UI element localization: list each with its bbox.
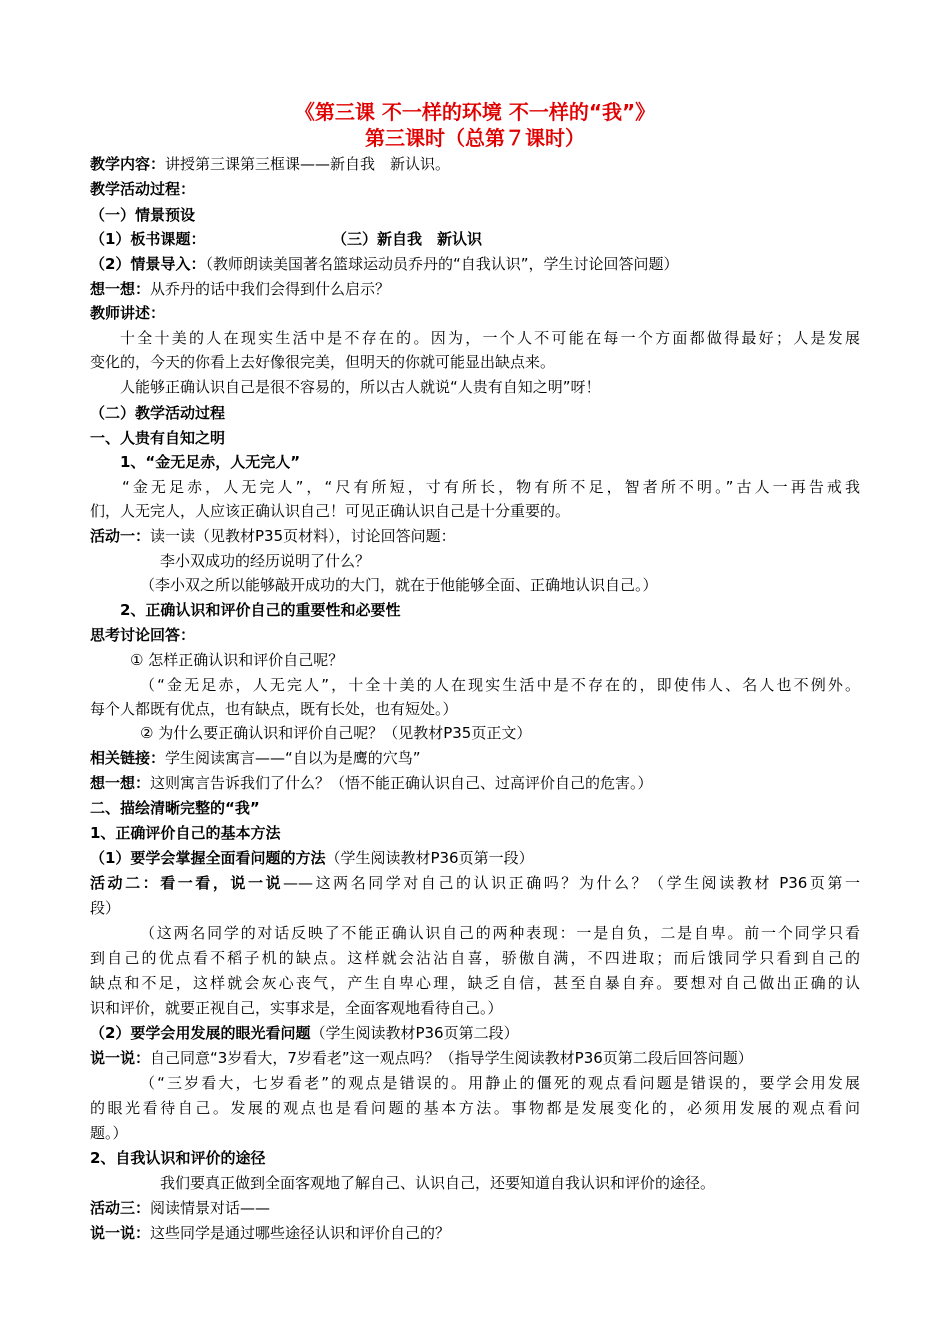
text-line (90, 1046, 860, 1070)
line-text: （学生阅读教材P36页第二段） (310, 1024, 519, 1042)
line-text: （教师朗读美国著名篮球运动员乔丹的“自我认识”，学生讨论回答问题） (205, 255, 679, 273)
text-line (90, 426, 860, 450)
text-line (90, 796, 860, 820)
text-line (90, 1121, 860, 1145)
text-line (90, 1196, 860, 1220)
text-line (90, 1021, 860, 1045)
text-line (90, 227, 860, 251)
line-text: 李小双成功的经历说明了什么？ (160, 552, 371, 570)
bold-label: 思考讨论回答： (90, 626, 196, 644)
text-line (90, 846, 860, 870)
text-line (90, 252, 860, 276)
text-line (90, 946, 860, 970)
bold-label: 想一想： (90, 280, 151, 298)
text-line (90, 401, 860, 425)
text-line (90, 277, 860, 301)
bold-label: 教师讲述： (90, 304, 166, 322)
text-line (120, 326, 860, 350)
text-line (140, 573, 860, 597)
text-line (120, 375, 860, 399)
text-line (90, 152, 860, 176)
line-text: ——这两名同学对自己的认识正确吗？为什么？（学生阅读教材 P36页第一 (283, 874, 860, 892)
line-text: 讲授第三课第三框课——新自我 新认识。 (165, 155, 451, 173)
text-line (140, 721, 860, 745)
lesson-subtitle: 第三课时（总第７课时） (365, 126, 585, 150)
bold-label: 教学内容： (90, 155, 166, 173)
text-line (90, 1096, 860, 1120)
bold-label: （1）板书课题： (90, 230, 206, 248)
line-text: 变化的，今天的你看上去好像很完美，但明天的你就可能显出缺点来。 (90, 353, 556, 371)
line-text: 学生阅读寓言——“自以为是鹰的穴鸟” (165, 749, 421, 767)
bold-label: 想一想： (90, 774, 151, 792)
line-text: 读一读（见教材P35页材料），讨论回答问题： (150, 527, 456, 545)
line-text: 们，人无完人，人应该正确认识自己！可见正确认识自己是十分重要的。 (90, 502, 571, 520)
bold-label: （2）要学会用发展的眼光看问题 (90, 1024, 311, 1042)
text-line (90, 896, 860, 920)
text-line (90, 697, 860, 721)
bold-label: 相关链接： (90, 749, 166, 767)
line-text: （学生阅读教材P36页第一段） (325, 849, 534, 867)
line-text: 的眼光看待自己。发展的观点也是看问题的基本方法。事物都是发展变化的，必须用发展的观点看问 (90, 1099, 860, 1117)
text-line (120, 450, 860, 474)
text-line (120, 598, 860, 622)
line-text: ① 怎样正确认识和评价自己呢？ (130, 651, 344, 669)
text-line (90, 301, 860, 325)
bold-label: （一）情景预设 (90, 206, 196, 224)
line-text: “金无足赤，人无完人”，“尺有所短，寸有所长，物有所不足，智者所不明。”古人一再告戒我 (122, 478, 860, 496)
line-text: 我们要真正做到全面客观地了解自己、认识自己，还要知道自我认识和评价的途径。 (160, 1174, 716, 1192)
bold-label: 活动二：看一看，说一说 (90, 874, 284, 892)
line-text: （李小双之所以能够敲开成功的大门，就在于他能够全面、正确地认识自己。） (140, 576, 658, 594)
text-line (90, 1146, 860, 1170)
text-line (90, 746, 860, 770)
text-line (90, 1221, 860, 1245)
text-line (90, 177, 860, 201)
line-text: 段） (90, 899, 121, 917)
text-line (90, 350, 860, 374)
bold-label: 二、描绘清晰完整的“我” (90, 799, 260, 817)
text-line (160, 549, 860, 573)
text-line (90, 623, 860, 647)
line-text: 十全十美的人在现实生活中是不存在的。因为，一个人不可能在每一个方面都做得最好；人是发展 (120, 329, 860, 347)
text-line (90, 771, 860, 795)
line-text: 这些同学是通过哪些途径认识和评价自己的？ (150, 1224, 451, 1242)
line-text: 从乔丹的话中我们会得到什么启示？ (150, 280, 391, 298)
bold-label: 2、正确认识和评价自己的重要性和必要性 (120, 601, 401, 619)
line-text: 自己同意“3岁看大，7岁看老”这一观点吗？（指导学生阅读教材P36页第二段后回答问题） (150, 1049, 753, 1067)
line-text: 阅读情景对话—— (150, 1199, 271, 1217)
lesson-title: 《第三课 不一样的环境 不一样的“我”》 (294, 100, 656, 124)
text-line (140, 921, 860, 945)
text-line (90, 996, 860, 1020)
line-text: 到自己的优点看不稻子机的缺点。这样就会沾沾自喜，骄傲自满，不四进取；而后饿同学只看到自己的 (90, 949, 860, 967)
line-text: 这则寓言告诉我们了什么？（悟不能正确认识自己、过高评价自己的危害。） (150, 774, 653, 792)
text-line (90, 871, 860, 895)
text-line (140, 1071, 860, 1095)
text-line (90, 499, 860, 523)
bold-label: 2、自我认识和评价的途径 (90, 1149, 266, 1167)
bold-label: （2）情景导入： (90, 255, 206, 273)
text-line (160, 1171, 860, 1195)
line-text: ② 为什么要正确认识和评价自己呢？（见教材P35页正文） (140, 724, 532, 742)
line-text: 识和评价，就要正视自己，实事求是，全面客观地看待自己。） (90, 999, 503, 1017)
line-text: 缺点和不足，这样就会灰心丧气，产生自卑心理，缺乏自信，甚至自暴自弃。要想对自己做出正确的认 (90, 974, 860, 992)
bold-label: 活动一： (90, 527, 151, 545)
bold-label: 1、“金无足赤，人无完人” (120, 453, 301, 471)
bold-label: 说一说： (90, 1224, 151, 1242)
bold-label: 教学活动过程： (90, 180, 196, 198)
text-line (130, 648, 860, 672)
line-text: （“金无足赤，人无完人”，十全十美的人在现实生活中是不存在的，即使伟人、名人也不例外。 (140, 676, 860, 694)
line-text: 每个人都既有优点，也有缺点，既有长处，也有短处。） (90, 700, 458, 718)
bold-label: 说一说： (90, 1049, 151, 1067)
bold-label: 一、人贵有自知之明 (90, 429, 226, 447)
text-line (90, 524, 860, 548)
text-line (122, 475, 860, 499)
text-line (140, 673, 860, 697)
line-text: （“三岁看大，七岁看老”的观点是错误的。用静止的僵死的观点看问题是错误的，要学会用发展 (140, 1074, 860, 1092)
line-text: 人能够正确认识自己是很不容易的，所以古人就说“人贵有自知之明”呀！ (120, 378, 601, 396)
text-line (90, 821, 860, 845)
text-line (90, 971, 860, 995)
bold-label: （1）要学会掌握全面看问题的方法 (90, 849, 326, 867)
line-text: 题。） (90, 1124, 128, 1142)
bold-label: 1、正确评价自己的基本方法 (90, 824, 281, 842)
bold-label: （二）教学活动过程 (90, 404, 226, 422)
board-topic: （三）新自我 新认识 (332, 230, 483, 248)
text-line (90, 203, 860, 227)
bold-label: 活动三： (90, 1199, 151, 1217)
line-text: （这两名同学的对话反映了不能正确认识自己的两种表现：一是自负，二是自卑。前一个同学只看 (140, 924, 860, 942)
